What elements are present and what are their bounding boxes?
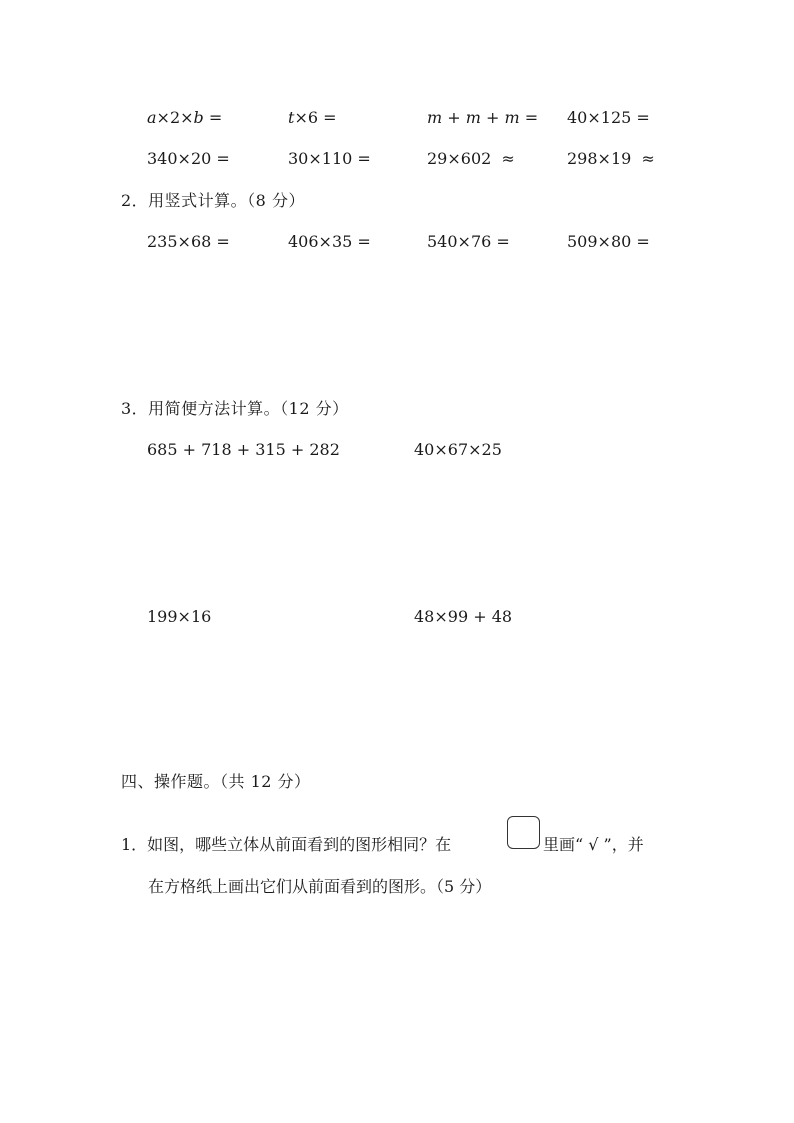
approx-symbol: ≈	[501, 149, 515, 168]
section4-q1-line1-suffix: 里画“ √ ”，并	[543, 835, 644, 854]
section2-item-1: 235×68 =	[147, 232, 230, 251]
answer-box-icon	[507, 816, 540, 849]
section3-item-2: 40×67×25	[414, 440, 502, 459]
oral-calc-r2-c3: 29×602 ≈	[427, 149, 515, 168]
section4-q1-line2: 在方格纸上画出它们从前面看到的图形。（5 分）	[148, 877, 492, 896]
var-t: t	[288, 108, 295, 127]
oral-calc-r1-c3: m + m + m =	[427, 108, 539, 127]
var-a: a	[147, 108, 157, 127]
approx-symbol: ≈	[641, 149, 655, 168]
oral-calc-r2-c2: 30×110 =	[288, 149, 371, 168]
section3-item-4: 48×99 + 48	[414, 607, 513, 626]
section4-q1-line1-prefix: 1．如图，哪些立体从前面看到的图形相同？在	[121, 835, 452, 854]
section3-item-3: 199×16	[147, 607, 212, 626]
oral-calc-r1-c2: t×6 =	[288, 108, 337, 127]
section3-item-1: 685 + 718 + 315 + 282	[147, 440, 340, 459]
var-b: b	[193, 108, 204, 127]
oral-calc-r1-c4: 40×125 =	[567, 108, 650, 127]
oral-calc-r1-c1: a×2×b =	[147, 108, 223, 127]
section2-item-3: 540×76 =	[427, 232, 510, 251]
section3-heading: 3．用简便方法计算。（12 分）	[121, 399, 349, 418]
section4-heading: 四、操作题。（共 12 分）	[121, 772, 311, 791]
section2-heading: 2．用竖式计算。（8 分）	[121, 191, 305, 210]
section2-item-4: 509×80 =	[567, 232, 650, 251]
section2-item-2: 406×35 =	[288, 232, 371, 251]
oral-calc-r2-c1: 340×20 =	[147, 149, 230, 168]
oral-calc-r2-c4: 298×19 ≈	[567, 149, 655, 168]
